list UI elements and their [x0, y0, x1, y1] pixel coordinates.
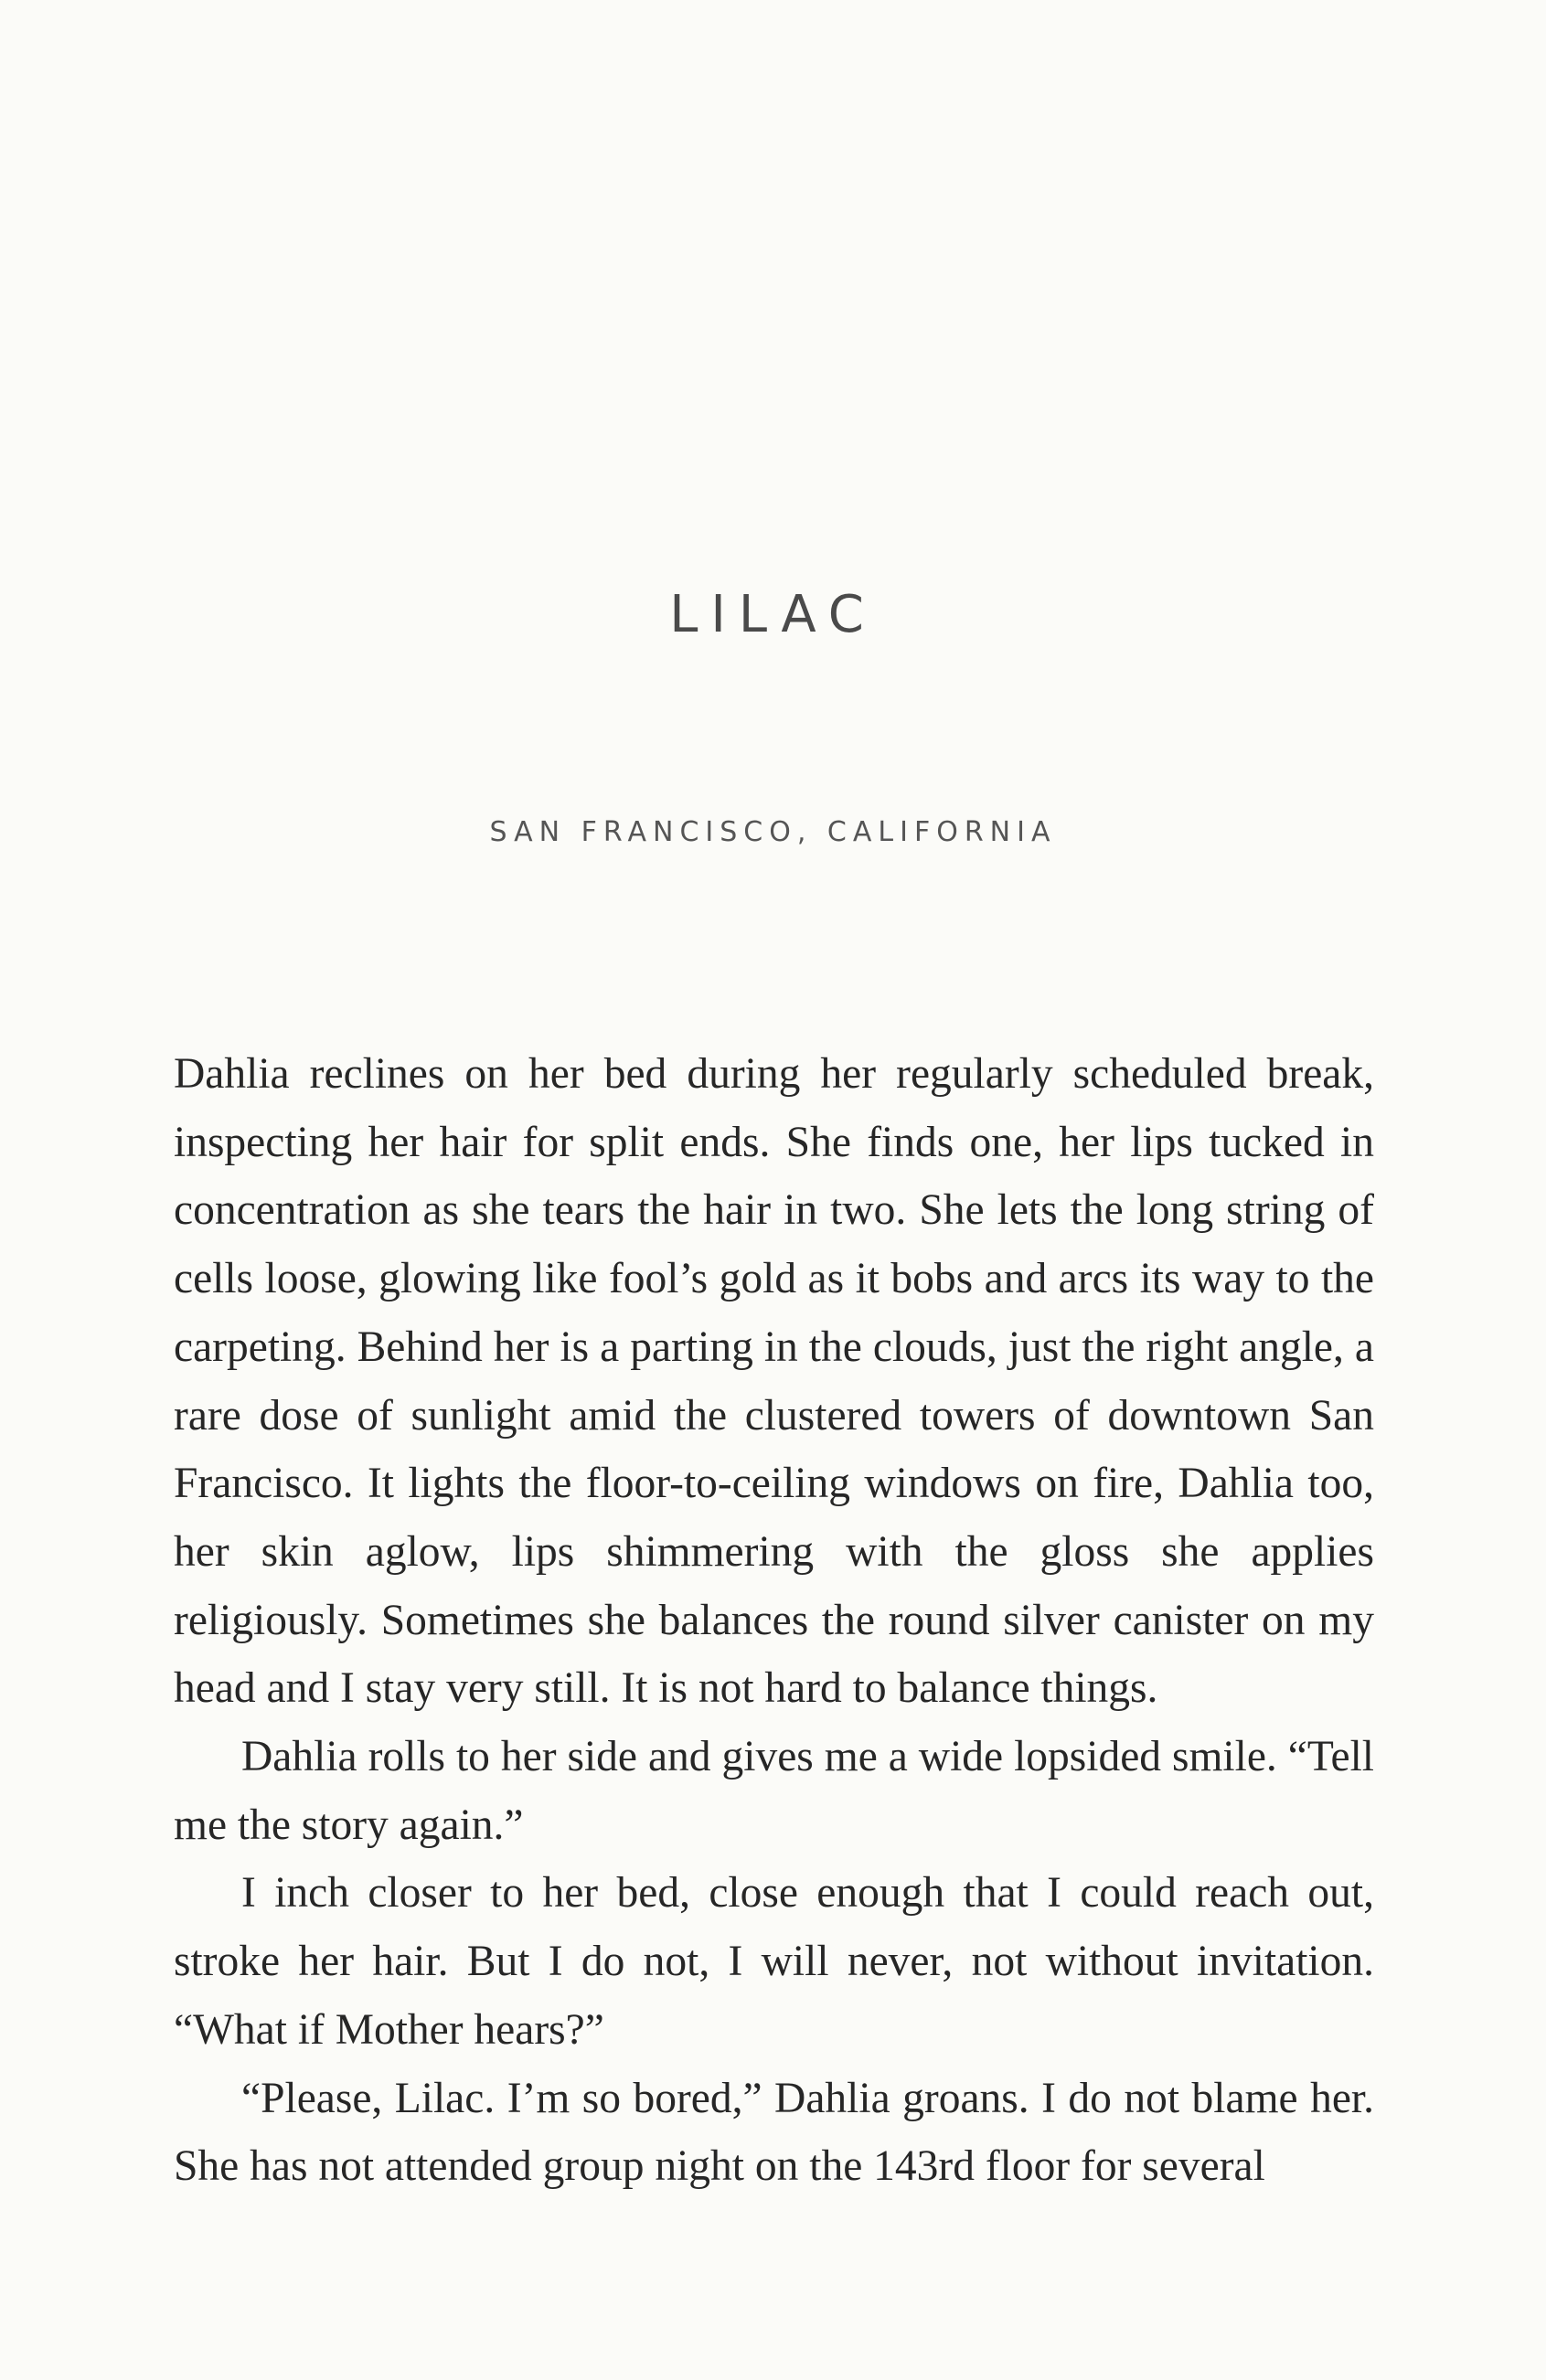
chapter-title: LILAC — [669, 585, 877, 644]
paragraph: “Please, Lilac. I’m so bored,” Dahlia groans. I do not blame her. She has not attended group night on the 143rd floor for several — [174, 2074, 1374, 2191]
paragraph: Dahlia rolls to her side and gives me a wide lopsided smile. “Tell me the story again.” — [174, 1733, 1374, 1849]
paragraph: Dahlia reclines on her bed during her regularly scheduled break, inspecting her hair for split ends. She finds one, her lips tucked in concentration as she tears the hair in two. She lets the long string of cells loose, glowing like fool’s gold as it bobs and arcs its way to the carpeting. Behind her is a parting in the clouds, just the right angle, a rare dose of sunlight amid the clustered towers of downtown San Francisco. It lights the floor-to-ceiling windows on fire, Dahlia too, her skin aglow, lips shimmering with the gloss she applies religiously. Sometimes she balances the round silver canister on my head and I stay very still. It is not hard to balance things. — [174, 1050, 1374, 1713]
chapter-body — [174, 1040, 1374, 2201]
chapter-location: SAN FRANCISCO, CALIFORNIA — [489, 816, 1057, 848]
paragraph: I inch closer to her bed, close enough that I could reach out, stroke her hair. But I do not, I will never, not without invitation. “What if Mother hears?” — [174, 1869, 1374, 2054]
